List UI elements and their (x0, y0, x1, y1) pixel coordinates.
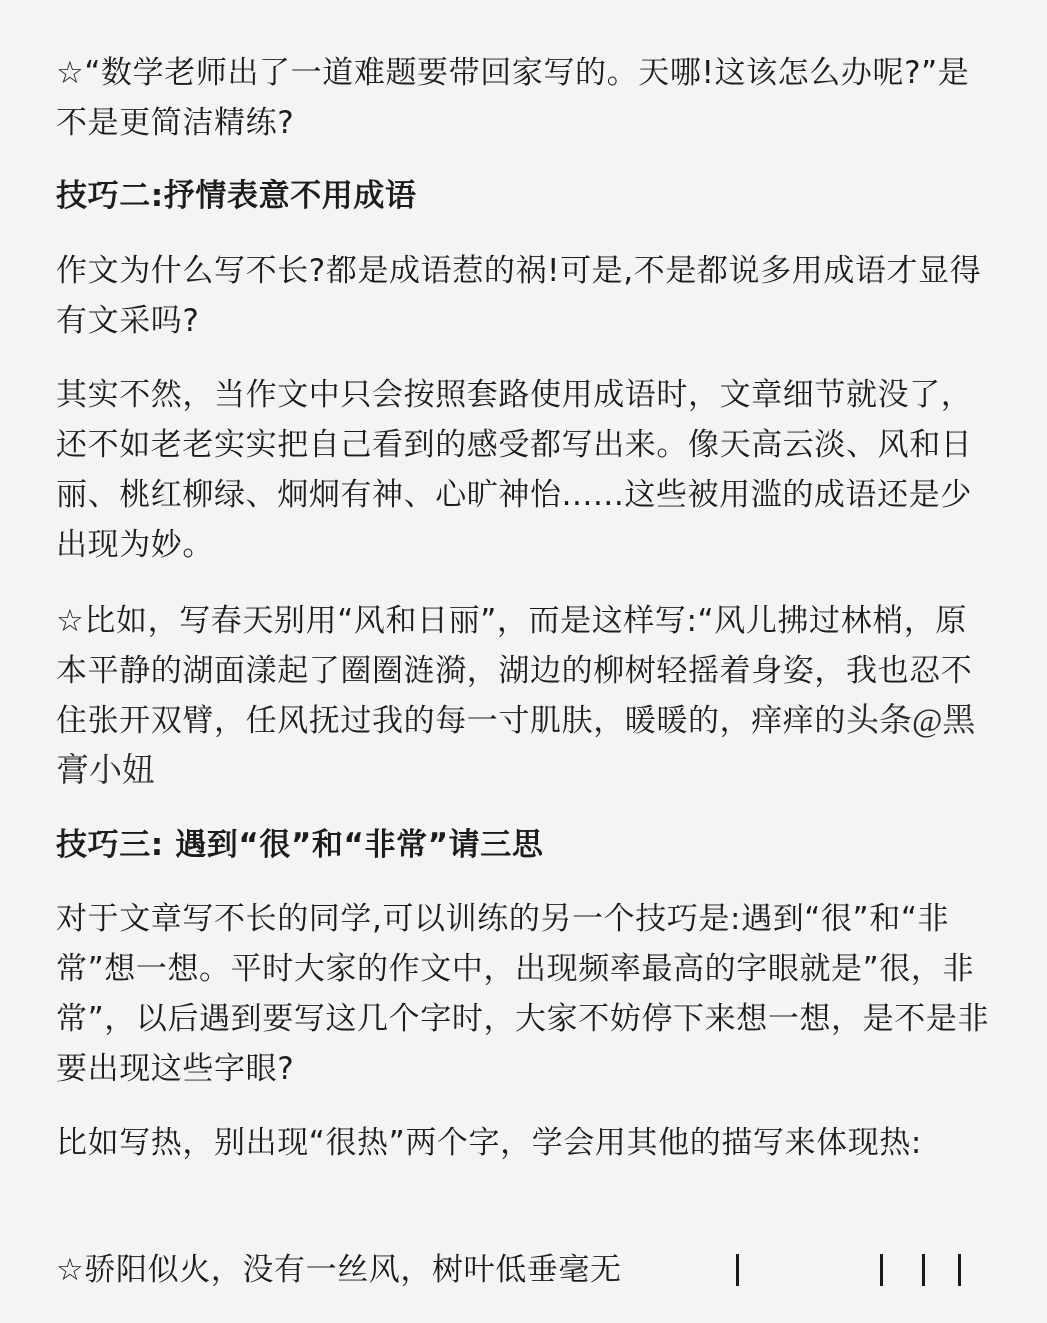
paragraph-very-words: 对于文章写不长的同学,可以训练的另一个技巧是:遇到“很”和“非常”想一想。平时大家的作文中，出现频率最高的字眼就是”很，非常”，以后遇到要写这几个字时，大家不妨停下来想一想，是不是非要出现这些字眼? (56, 901, 990, 1087)
paragraph-sun-example: ☆骄阳似火，没有一丝风，树叶低垂毫无 (56, 1252, 622, 1288)
truncation-mark (736, 1254, 739, 1286)
paragraph-idiom-question: 作文为什么写不长?都是成语惹的祸!可是,不是都说多用成语才显得有文采吗? (56, 253, 982, 339)
truncation-mark (880, 1254, 883, 1286)
spring-example-text: ☆比如，写春天别用“风和日丽”，而是这样写:“风儿拂过林梢，原本平静的湖面漾起了圈圈涟漪，湖边的柳树轻摇着身姿，我也忍不住张开双臂，任风抚过我的每一寸肌肤，暖暖的，痒痒的 (56, 603, 973, 739)
paragraph-spring-example (56, 596, 996, 796)
truncation-marks (696, 1254, 976, 1288)
paragraph-quote-example: ☆“数学老师出了一道难题要带回家写的。天哪!这该怎么办呢?”是不是更简洁精练? (56, 55, 970, 141)
paragraph-idiom-explanation: 其实不然，当作文中只会按照套路使用成语时，文章细节就没了，还不如老老实实把自己看到的感受都写出来。像天高云淡、风和日丽、桃红柳绿、炯炯有神、心旷神怡......这些被用滥的成语还是少出现为妙。 (56, 377, 973, 563)
truncation-mark (922, 1254, 925, 1286)
truncation-mark (958, 1254, 961, 1286)
watermark-text: 头条@黑膏小妞 (56, 703, 976, 789)
section-heading-technique-three: 技巧三: 遇到“很”和“非常”请三思 (56, 827, 544, 863)
section-heading-technique-two: 技巧二:抒情表意不用成语 (56, 178, 417, 214)
paragraph-hot-example: 比如写热，别出现“很热”两个字，学会用其他的描写来体现热: (56, 1125, 922, 1161)
